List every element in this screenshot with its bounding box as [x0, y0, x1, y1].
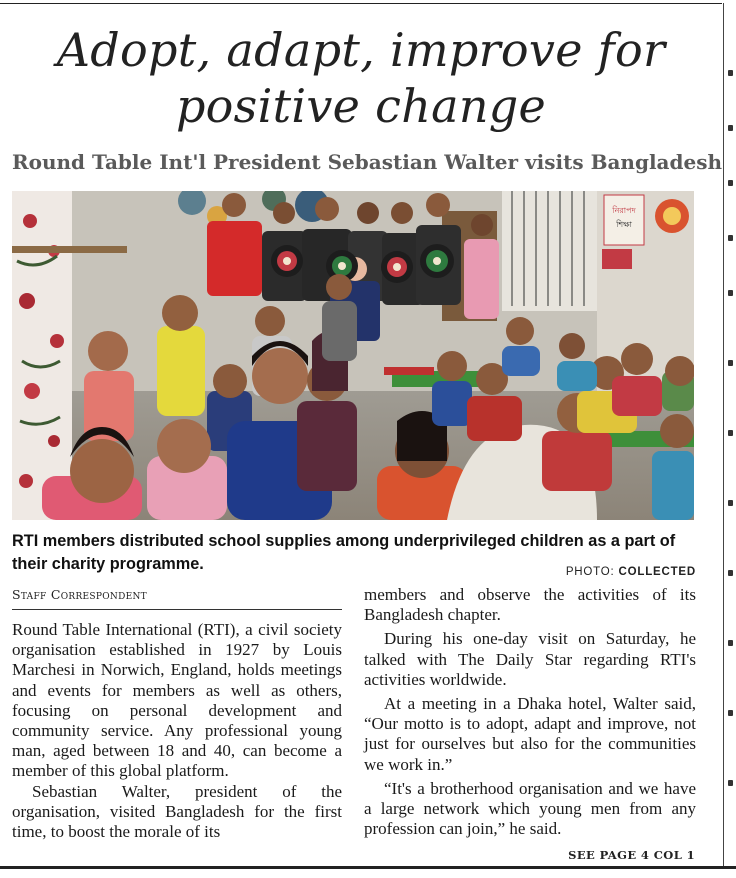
article-column-1 [12, 620, 342, 864]
headline [0, 22, 722, 134]
article-photo [12, 191, 694, 520]
subheadline: Round Table Int'l President Sebastian Walter visits Bangladesh [12, 150, 723, 174]
continuation-link[interactable]: SEE PAGE 4 COL 1 [568, 848, 695, 862]
paragraph: At a meeting in a Dhaka hotel, Walter said, “Our motto is to adopt, adapt and improve, not just for ourselves but also for the communities we work in.” [364, 694, 696, 774]
paragraph: “It's a brotherhood organisation and we have a large network which young men from any profession can join,” he said. [364, 778, 696, 839]
photo-credit [556, 566, 696, 578]
paragraph: Sebastian Walter, president of the organisation, visited Bangladesh for the first time, to boost the morale of its [12, 781, 342, 842]
photo-credit-source: COLLECTED [618, 566, 696, 578]
bottom-frame-rule [0, 866, 736, 869]
sign-text-2: শিক্ষা [616, 220, 632, 229]
photo-credit-label: PHOTO: [565, 566, 615, 578]
byline: Staff Correspondent [12, 587, 147, 602]
paragraph: members and observe the activities of its Bangladesh chapter. [364, 585, 696, 625]
headline-line-1: Adopt, adapt, improve for [56, 23, 666, 77]
paragraph: Round Table International (RTI), a civil society organisation established in 1927 by Louis Marchesi in Norwich, England, holds meetings and events for members as well as others, focusing on personal development and community service. Any professional young man, aged between 18 and 40, can become a member of this global platform. [12, 620, 342, 781]
headline-line-2: positive change [175, 79, 547, 133]
byline-rule [12, 609, 342, 610]
top-frame-rule [0, 3, 722, 4]
article-column-2 [364, 585, 696, 843]
adjacent-column-edge [724, 30, 736, 860]
photo-caption: RTI members distributed school supplies among underprivileged children as a part of their charity programme. [12, 532, 676, 573]
paragraph: During his one-day visit on Saturday, he talked with The Daily Star regarding RTI's activities worldwide. [364, 629, 696, 689]
sign-text-1: নিরাপদ [612, 206, 636, 215]
